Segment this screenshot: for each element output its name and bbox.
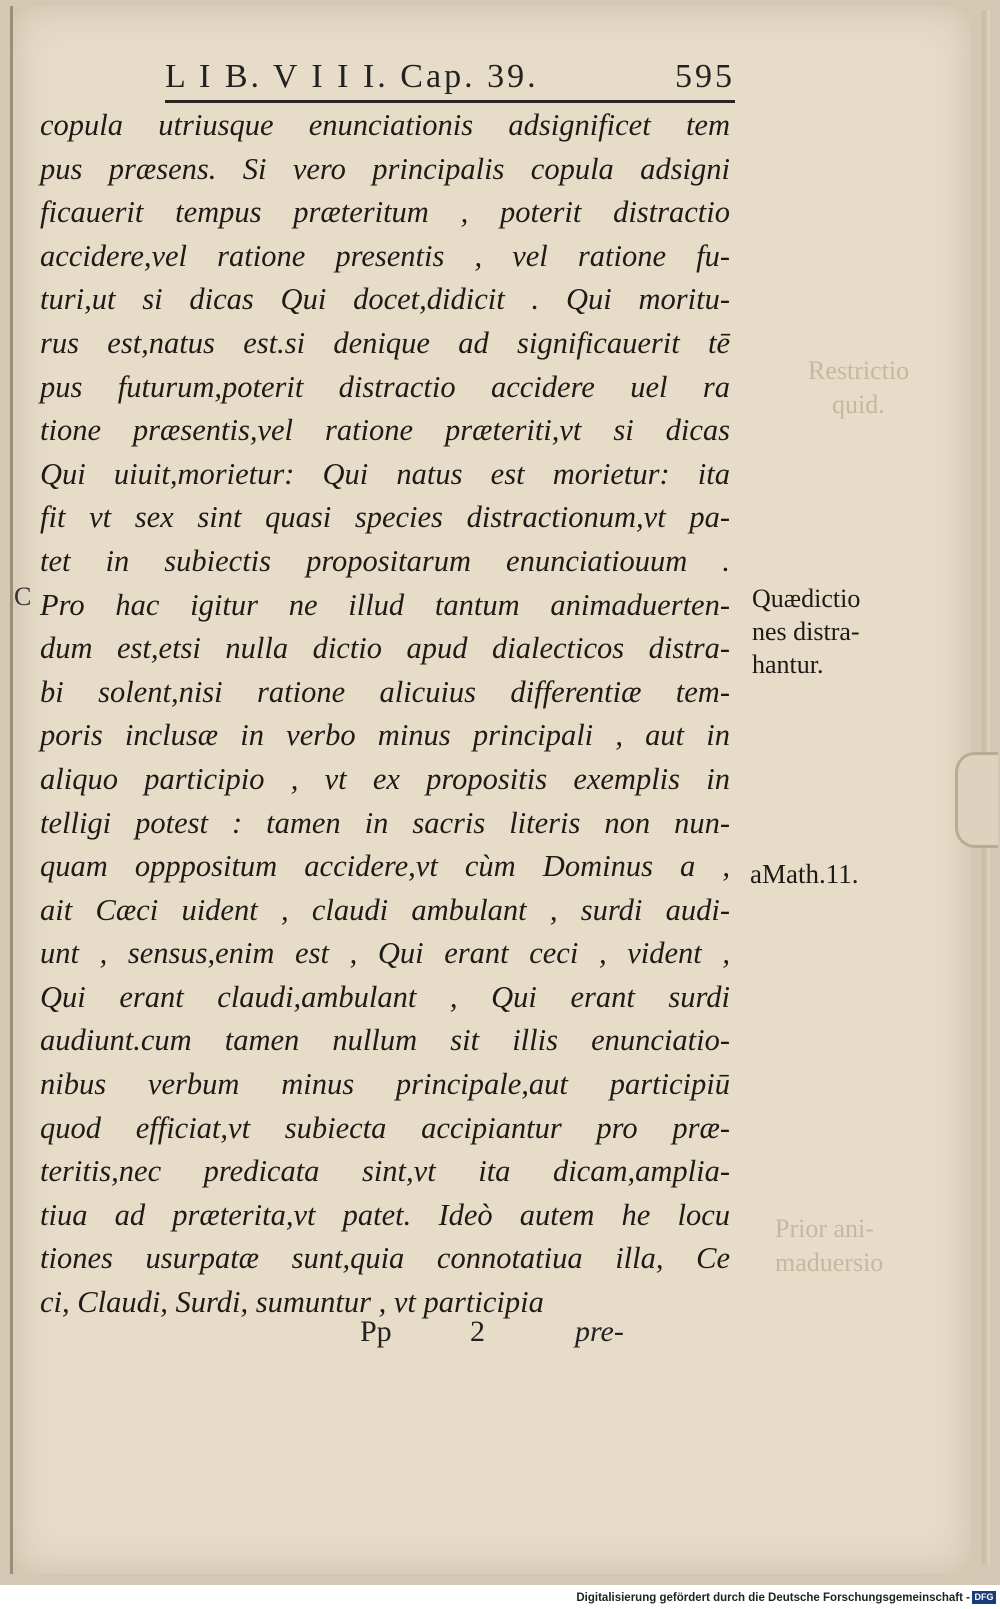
bleed-through-text: maduersio (775, 1248, 884, 1277)
text-line: ficauerit tempus præteritum , poterit distractio (40, 195, 730, 230)
text-line: pus præsens. Si vero principalis copula adsigni (40, 151, 730, 186)
text-line: Qui uiuit,morietur: Qui natus est morietur: ita (40, 456, 730, 491)
text-line: teritis,nec predicata sint,vt ita dicam,amplia- (40, 1154, 730, 1189)
text-line: Pro hac igitur ne illud tantum animaduerten- (40, 587, 730, 622)
bleed-through-text: Prior ani- (775, 1214, 874, 1243)
marginal-note-line: nes distra- (752, 617, 860, 646)
signature-mark: Pp (360, 1315, 392, 1348)
text-line: telligi potest : tamen in sacris literis non nun- (40, 805, 730, 840)
text-line: Qui erant claudi,ambulant , Qui erant surdi (40, 979, 730, 1014)
marginal-note-line: hantur. (752, 650, 824, 679)
text-line: audiunt.cum tamen nullum sit illis enunciatio- (40, 1023, 730, 1058)
text-line: fit vt sex sint quasi species distractionum,vt pa- (40, 500, 730, 535)
marginal-note-line: Quædictio (752, 584, 861, 613)
page-clasp (955, 752, 998, 848)
text-line: aliquo participio , vt ex propositis exemplis in (40, 761, 730, 796)
text-line: unt , sensus,enim est , Qui erant ceci , vident , (40, 936, 730, 971)
bleed-through-text: Restrictio (808, 356, 910, 385)
text-line: rus est,natus est.si denique ad significauerit tē (40, 325, 730, 360)
text-line: tet in subiectis propositarum enunciatiouum . (40, 543, 730, 578)
text-line: nibus verbum minus principale,aut participiū (40, 1067, 730, 1102)
catchword: pre- (575, 1315, 624, 1348)
margin-letter: C (14, 582, 32, 611)
text-line: ci, Claudi, Surdi, sumuntur , vt participia (40, 1285, 544, 1320)
signature-number: 2 (470, 1315, 485, 1348)
page-number: 595 (675, 58, 735, 95)
text-line: poris inclusæ in verbo minus principali , aut in (40, 718, 730, 753)
marginal-note (752, 582, 860, 681)
running-header (165, 58, 735, 103)
text-line: tiua ad præterita,vt patet. Ideò autem he locu (40, 1197, 730, 1232)
text-line: accidere,vel ratione presentis , vel ratione fu- (40, 238, 730, 273)
text-line: ait Cæci uident , claudi ambulant , surdi audi- (40, 892, 730, 927)
text-line: quod efficiat,vt subiecta accipiantur pro præ- (40, 1110, 730, 1145)
text-line: dum est,etsi nulla dictio apud dialecticos distra- (40, 631, 730, 666)
text-line: pus futurum,poterit distractio accidere uel ra (40, 369, 730, 404)
marginal-reference: aMath.11. (750, 859, 859, 889)
funding-credit: Digitalisierung gefördert durch die Deutsche Forschungsgemeinschaft - (576, 1592, 970, 1604)
body-text (40, 104, 730, 1325)
text-line: tiones usurpatæ sunt,quia connotatiua illa, Ce (40, 1241, 730, 1276)
text-line: bi solent,nisi ratione alicuius differentiæ tem- (40, 674, 730, 709)
text-line: turi,ut si dicas Qui docet,didicit . Qui moritu- (40, 282, 730, 317)
dfg-logo-icon: DFG (972, 1591, 996, 1604)
running-title: L I B. V I I I. Cap. 39. (165, 58, 539, 95)
text-line: tione præsentis,vel ratione præteriti,vt si dicas (40, 413, 730, 448)
text-line: copula utriusque enunciationis adsignificet tem (40, 108, 730, 142)
bleed-through-text: quid. (832, 390, 885, 419)
text-line: quam opppositum accidere,vt cùm Dominus a , (40, 849, 730, 884)
